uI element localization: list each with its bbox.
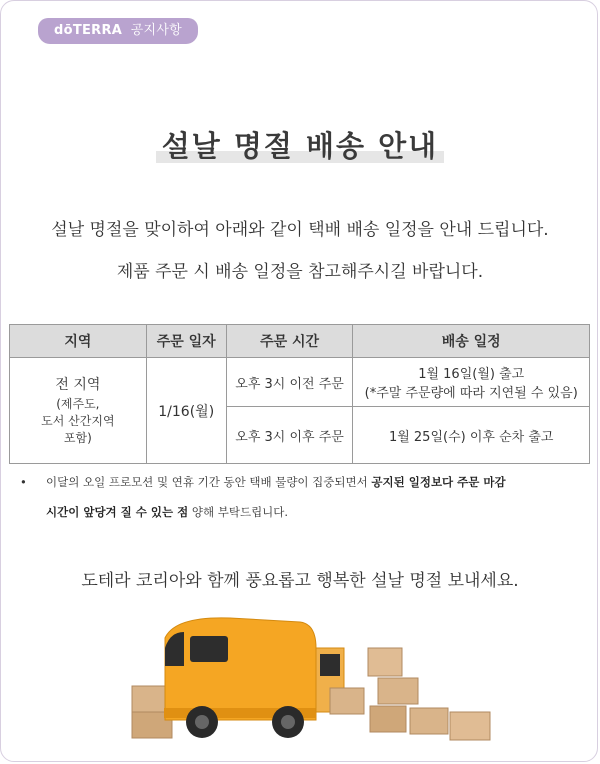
notice-header-tag (38, 18, 198, 44)
schedule-cell (353, 358, 590, 407)
box-icon (330, 648, 490, 740)
bullet-icon: • (20, 475, 27, 489)
notice-text: • 이달의 오일 프로모션 및 연휴 기간 동안 택배 물량이 집중되면서 공지된 일정보다 주문 마감 시간이 앞당겨 질 수 있는 점 양해 부탁드립니다. (20, 467, 580, 527)
order-time-cell: 오후 3시 이후 주문 (226, 407, 353, 464)
page-title: 설날 명절 배송 안내 (156, 124, 444, 165)
closing-message: 도테라 코리아와 함께 풍요롭고 행복한 설날 명절 보내세요. (81, 571, 519, 591)
intro-line-1: 설날 명절을 맞이하여 아래와 같이 택배 배송 일정을 안내 드립니다. (51, 220, 549, 240)
schedule-cell: 1월 25일(수) 이후 순차 출고 (353, 407, 590, 464)
schedule-text: 1월 16일(월) 출고 (418, 367, 525, 382)
region-note-3: 포함) (63, 431, 92, 445)
header-delivery-schedule: 배송 일정 (353, 325, 590, 358)
order-date-cell: 1/16(월) (146, 358, 226, 464)
header-order-time: 주문 시간 (226, 325, 353, 358)
brand-logo: dōTERRA (54, 23, 123, 38)
table-row (10, 358, 590, 407)
order-time-cell: 오후 3시 이전 주문 (226, 358, 353, 407)
header-order-date: 주문 일자 (146, 325, 226, 358)
shipping-schedule-table (9, 324, 590, 464)
region-main: 전 지역 (55, 377, 101, 393)
table-header-row (10, 325, 590, 358)
header-region: 지역 (10, 325, 147, 358)
region-note-1: (제주도, (56, 397, 100, 411)
delivery-van-icon (120, 608, 500, 758)
region-note-2: 도서 산간지역 (41, 414, 115, 428)
region-cell (10, 358, 147, 464)
intro-line-2: 제품 주문 시 배송 일정을 참고해주시길 바랍니다. (116, 262, 484, 282)
notice-label: 공지사항 (130, 23, 183, 38)
schedule-note: (*주말 주문량에 따라 지연될 수 있음) (364, 386, 578, 401)
